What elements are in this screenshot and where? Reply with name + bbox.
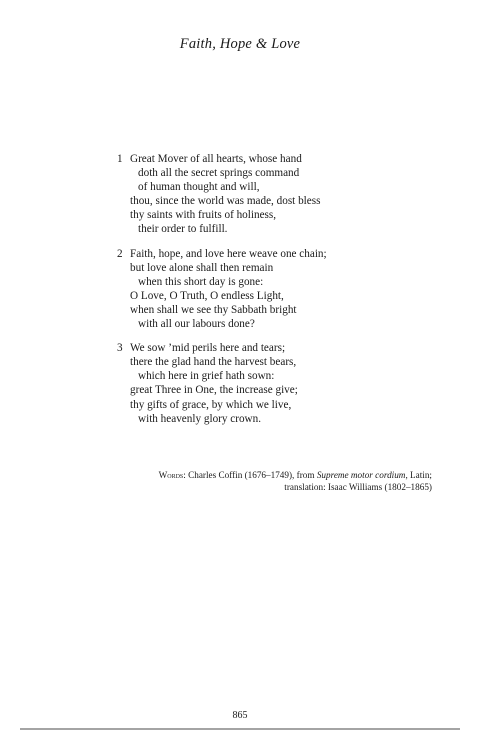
verse-line: thou, since the world was made, dost bless bbox=[130, 195, 321, 208]
verse bbox=[117, 152, 417, 237]
verses-block bbox=[117, 152, 417, 436]
attribution-author: : Charles Coffin (1676–1749), from bbox=[183, 470, 317, 480]
verse-line: of human thought and will, bbox=[138, 181, 260, 194]
verse-line: great Three in One, the increase give; bbox=[130, 384, 298, 397]
attribution-line-1 bbox=[72, 469, 432, 481]
attribution bbox=[72, 469, 432, 494]
verse-line: thy gifts of grace, by which we live, bbox=[130, 398, 292, 411]
verse bbox=[117, 341, 417, 426]
verse-line: Faith, hope, and love here weave one chain; bbox=[130, 247, 327, 260]
verse-line: with heavenly glory crown. bbox=[138, 412, 262, 425]
verse-number: 3 bbox=[117, 342, 123, 355]
page-number: 865 bbox=[232, 710, 248, 721]
verse-line: their order to fulfill. bbox=[138, 223, 228, 236]
verse-line: which here in grief hath sown: bbox=[138, 370, 275, 383]
verse-line: when shall we see thy Sabbath bright bbox=[130, 303, 297, 316]
attribution-translation: translation: Isaac Williams (1802–1865) bbox=[284, 482, 432, 493]
verse bbox=[117, 247, 417, 332]
verse-line: O Love, O Truth, O endless Light, bbox=[130, 289, 284, 302]
attribution-source-title: Supreme motor cordium bbox=[316, 470, 406, 480]
verse-line: with all our labours done? bbox=[138, 318, 255, 331]
verse-number: 2 bbox=[117, 247, 123, 260]
verse-line: there the glad hand the harvest bears, bbox=[130, 356, 297, 369]
verse-number: 1 bbox=[117, 153, 123, 165]
page-edge-rule bbox=[20, 728, 460, 730]
verse-line: We sow ’mid perils here and tears; bbox=[130, 342, 286, 355]
verse-line: when this short day is gone: bbox=[138, 275, 264, 288]
verse-line: but love alone shall then remain bbox=[130, 261, 274, 274]
verse-line: doth all the secret springs command bbox=[138, 167, 300, 180]
words-label: Words bbox=[158, 470, 184, 480]
verse-line: Great Mover of all hearts, whose hand bbox=[130, 153, 302, 165]
verse-line: thy saints with fruits of holiness, bbox=[130, 209, 277, 222]
attribution-language: , Latin; bbox=[405, 470, 432, 480]
hymn-title: Faith, Hope & Love bbox=[179, 36, 301, 52]
